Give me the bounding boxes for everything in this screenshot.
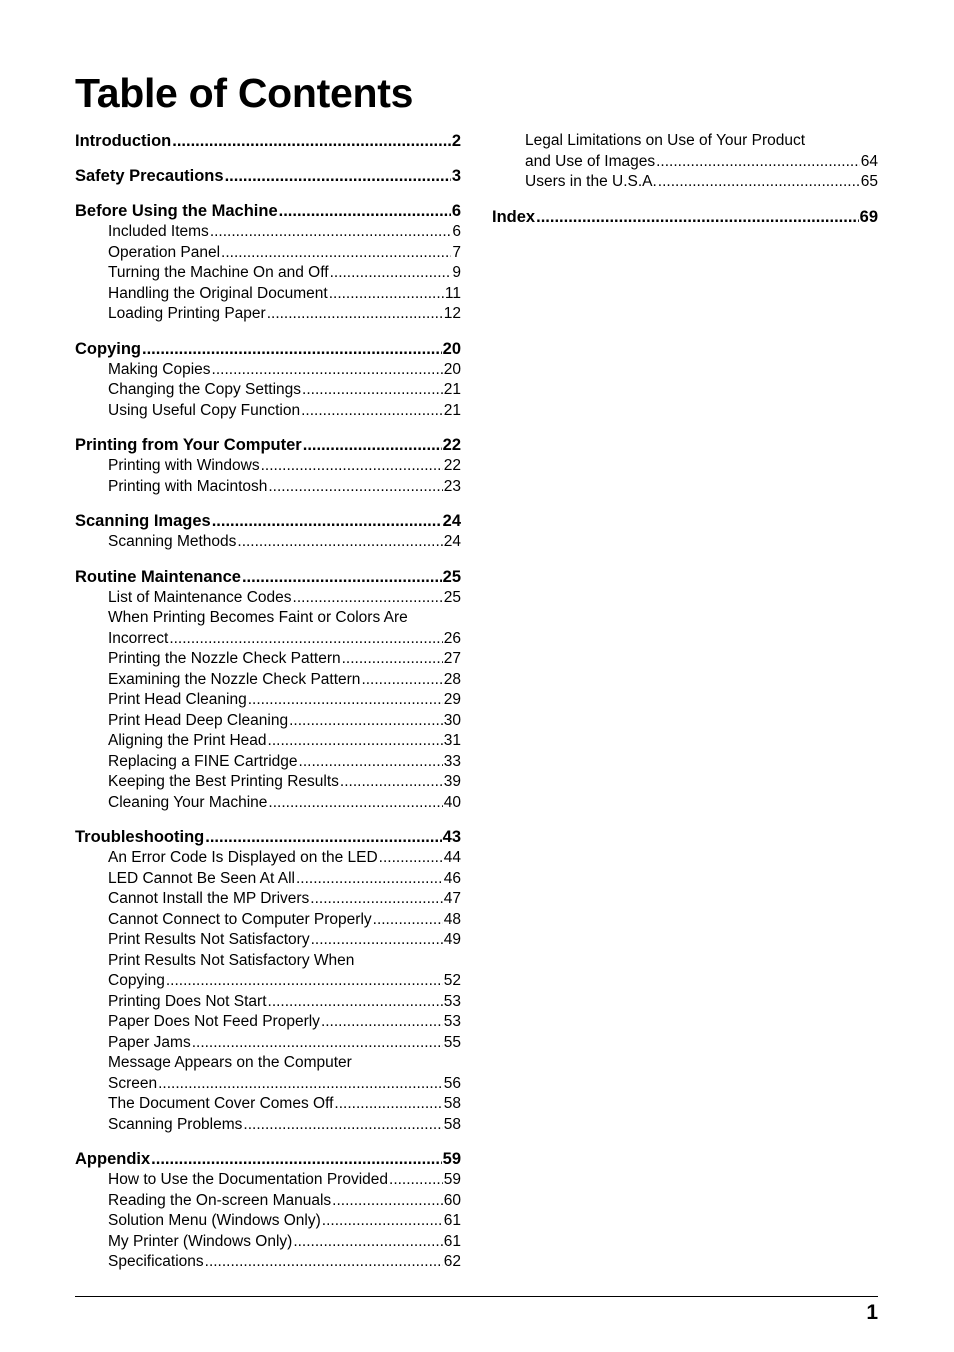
toc-entry-page: 30 [443,711,461,729]
toc-entry-page: 59 [443,1171,461,1188]
toc-entry-label: Reading the On-screen Manuals [108,1191,332,1209]
toc-entry-page: 21 [443,381,461,398]
toc-entry-label: Printing from Your Computer [75,436,302,454]
dot-leader [296,869,443,890]
toc-entry-label: My Printer (Windows Only) [108,1232,293,1250]
toc-right-column [492,131,878,242]
toc-entry-label: LED Cannot Be Seen At All [108,869,295,887]
dot-leader [268,731,443,752]
toc-entry-label: Keeping the Best Printing Results [108,773,339,790]
dot-leader [210,222,452,243]
toc-entry-label: Printing the Nozzle Check Pattern [108,650,341,667]
dot-leader [289,711,443,732]
dot-leader [379,848,443,869]
toc-entry-label: Examining the Nozzle Check Pattern [108,670,361,688]
dot-leader [166,971,443,992]
toc-section [75,131,461,152]
toc-entry-page: 29 [443,691,461,708]
toc-entry-label: Paper Jams [108,1033,191,1051]
dot-leader [656,152,860,173]
toc-entry-label: Aligning the Print Head [108,732,267,749]
dot-leader [301,401,443,422]
toc-section-heading[interactable] [492,207,878,228]
toc-entry-page: 11 [444,284,461,302]
toc-entry-page: 56 [443,1074,461,1092]
toc-entry-page: 64 [860,152,878,170]
toc-entry-page: 61 [443,1212,461,1229]
toc-entry-page: 22 [443,457,461,474]
toc-item[interactable] [75,284,461,305]
toc-item[interactable] [75,263,461,284]
dot-leader [243,1115,442,1136]
toc-entry-page: 25 [443,588,461,606]
toc-item[interactable] [75,222,461,243]
toc-entry-page: 25 [442,567,461,586]
toc-item[interactable] [492,172,878,193]
dot-leader [310,889,442,910]
dot-leader [248,690,443,711]
dot-leader [330,263,452,284]
toc-entry-label: Handling the Original Document [108,284,328,302]
toc-entry-page: 60 [443,1191,461,1209]
toc-entry-page: 43 [442,828,461,846]
dot-leader [205,827,441,848]
toc-item[interactable] [75,752,461,773]
toc-entry-label: Turning the Machine On and Off [108,264,329,281]
toc-entry-label: List of Maintenance Codes [108,588,292,606]
dot-leader [322,1211,443,1232]
dot-leader [212,360,443,381]
toc-item[interactable] [492,152,878,173]
toc-entry-label: Safety Precautions [75,167,224,185]
dot-leader [142,339,442,360]
toc-entry-page: 33 [443,752,461,770]
toc-item[interactable] [75,793,461,814]
toc-entry-label: Printing with Windows [108,457,260,474]
toc-item[interactable] [75,360,461,381]
toc-entry-page: 61 [443,1232,461,1250]
page-number: 1 [866,1301,878,1324]
toc-item[interactable] [75,670,461,691]
toc-entry-page: 22 [442,436,461,454]
dot-leader [332,1191,443,1212]
toc-entry-label: Incorrect [108,629,169,647]
toc-item[interactable] [75,1033,461,1054]
toc-item-line1[interactable]: Print Results Not Satisfactory When [108,951,355,969]
toc-entry-page: 47 [443,890,461,907]
dot-leader [340,772,443,793]
dot-leader [172,131,451,152]
toc-item[interactable] [75,869,461,890]
toc-entry-page: 48 [443,910,461,928]
dot-leader [303,435,442,456]
toc-entry-page: 6 [452,223,461,240]
toc-item-line1[interactable]: Message Appears on the Computer [108,1054,352,1071]
toc-entry-label: Printing with Macintosh [108,477,268,495]
dot-leader [299,752,443,773]
toc-item[interactable] [75,731,461,752]
toc-item[interactable] [75,971,461,992]
toc-section-continued [492,131,878,193]
toc-section-heading[interactable] [75,339,461,360]
dot-leader [267,304,443,325]
toc-entry-page: 3 [451,167,461,185]
dot-leader [268,992,443,1013]
toc-item[interactable] [75,930,461,951]
dot-leader [389,1170,443,1191]
toc-section [75,511,461,553]
toc-entry-page: 62 [443,1253,461,1270]
toc-entry-label: Before Using the Machine [75,202,278,220]
dot-leader [205,1252,443,1273]
toc-entry-label: Users in the U.S.A. [525,173,657,190]
dot-leader [311,930,443,951]
toc-item[interactable] [75,243,461,264]
toc-entry-page: 20 [442,339,461,358]
toc-entry-label: Copying [75,339,141,358]
toc-entry-label: Included Items [108,223,209,240]
dot-leader [221,243,451,264]
dot-leader [293,1232,442,1253]
toc-entry-label: An Error Code Is Displayed on the LED [108,849,378,866]
toc-item[interactable] [75,1074,461,1095]
toc-item[interactable] [75,1170,461,1191]
toc-item-line1[interactable]: Legal Limitations on Use of Your Product [525,132,806,149]
toc-entry-page: 65 [860,173,878,190]
toc-item-line1[interactable]: When Printing Becomes Faint or Colors Are [108,609,408,626]
toc-entry-page: 40 [443,793,461,811]
dot-leader [242,567,442,588]
toc-entry-label: Scanning Images [75,512,211,530]
toc-entry-page: 27 [443,650,461,667]
toc-left-column [75,131,461,1287]
dot-leader [329,284,444,305]
toc-entry-page: 55 [443,1033,461,1051]
dot-leader [279,201,451,222]
toc-entry-label: and Use of Images [525,152,656,170]
dot-leader [658,172,860,193]
dot-leader [302,380,443,401]
toc-section [75,567,461,814]
toc-entry-page: 49 [443,931,461,948]
toc-item[interactable] [75,629,461,650]
toc-item[interactable] [75,889,461,910]
toc-section-heading[interactable] [75,827,461,848]
toc-entry-label: Printing Does Not Start [108,992,267,1010]
toc-entry-label: Introduction [75,132,172,150]
dot-leader [151,1149,441,1170]
toc-item[interactable] [75,1115,461,1136]
toc-entry-page: 28 [443,670,461,688]
toc-entry-label: Print Head Deep Cleaning [108,711,289,729]
toc-entry-label: Operation Panel [108,243,221,261]
toc-entry-label: Scanning Problems [108,1115,243,1133]
toc-entry-label: Loading Printing Paper [108,305,266,322]
dot-leader [212,511,442,532]
toc-entry-page: 39 [443,773,461,790]
toc-section-heading[interactable] [75,567,461,588]
toc-entry-label: The Document Cover Comes Off [108,1095,334,1112]
toc-entry-label: Appendix [75,1150,151,1168]
page-title: Table of Contents [75,70,414,116]
toc-item[interactable] [75,588,461,609]
toc-item[interactable] [75,649,461,670]
dot-leader [334,1094,442,1115]
toc-item[interactable] [75,401,461,422]
toc-item[interactable] [75,456,461,477]
toc-entry-label: Specifications [108,1253,204,1270]
toc-section-heading[interactable] [75,131,461,152]
toc-entry-label: Copying [108,972,165,989]
toc-entry-page: 2 [451,132,461,150]
toc-entry-label: Replacing a FINE Cartridge [108,752,298,770]
dot-leader [361,670,442,691]
toc-entry-label: Making Copies [108,360,211,378]
toc-section-heading[interactable] [75,166,461,187]
toc-entry-page: 23 [443,477,461,495]
dot-leader [237,532,442,553]
toc-section [75,201,461,325]
toc-item[interactable] [75,1191,461,1212]
toc-item[interactable] [75,1232,461,1253]
toc-entry-page: 20 [443,360,461,378]
toc-section-heading[interactable] [75,201,461,222]
toc-entry-page: 6 [451,202,461,220]
toc-item[interactable] [75,1252,461,1273]
toc-item[interactable] [75,711,461,732]
toc-entry-label: Cleaning Your Machine [108,793,268,811]
toc-item[interactable] [75,772,461,793]
toc-entry-page: 69 [859,207,878,226]
dot-leader [225,166,451,187]
toc-item[interactable] [75,380,461,401]
toc-section-heading[interactable] [75,435,461,456]
dot-leader [169,629,442,650]
dot-leader [268,477,442,498]
toc-entry-label: Print Results Not Satisfactory [108,931,310,948]
dot-leader [373,910,443,931]
toc-item[interactable] [75,910,461,931]
toc-section [75,435,461,497]
toc-item[interactable] [75,1094,461,1115]
toc-item[interactable] [75,848,461,869]
toc-item[interactable] [75,992,461,1013]
toc-entry-label: Changing the Copy Settings [108,381,302,398]
dot-leader [192,1033,443,1054]
toc-entry-page: 31 [443,732,461,749]
toc-entry-label: Solution Menu (Windows Only) [108,1212,321,1229]
toc-entry-page: 24 [443,533,461,550]
dot-leader [342,649,443,670]
toc-entry-page: 53 [443,1013,461,1030]
toc-section [492,207,878,228]
toc-entry-label: Index [492,207,536,226]
toc-item[interactable] [75,1012,461,1033]
toc-entry-page: 7 [452,243,461,261]
toc-entry-page: 58 [443,1115,461,1133]
toc-entry-label: Cannot Connect to Computer Properly [108,910,372,928]
dot-leader [268,793,442,814]
footer-rule [75,1296,878,1297]
toc-entry-label: Cannot Install the MP Drivers [108,890,310,907]
toc-section [75,339,461,422]
toc-entry-label: Using Useful Copy Function [108,401,301,419]
toc-entry-label: Routine Maintenance [75,567,241,586]
toc-entry-page: 59 [442,1150,461,1168]
toc-entry-page: 26 [443,629,461,647]
toc-entry-label: How to Use the Documentation Provided [108,1171,389,1188]
toc-item[interactable] [75,532,461,553]
toc-entry-page: 46 [443,869,461,887]
toc-entry-page: 9 [452,264,461,281]
toc-entry-page: 24 [442,512,461,530]
dot-leader [536,207,859,228]
toc-entry-page: 12 [443,305,461,322]
toc-section [75,1149,461,1273]
toc-entry-label: Screen [108,1074,158,1092]
toc-entry-label: Troubleshooting [75,828,205,846]
toc-entry-page: 58 [443,1095,461,1112]
toc-item[interactable] [75,477,461,498]
toc-entry-page: 44 [443,849,461,866]
toc-item[interactable] [75,1211,461,1232]
toc-item[interactable] [75,304,461,325]
toc-entry-page: 52 [443,972,461,989]
toc-section [75,827,461,1135]
toc-section [75,166,461,187]
toc-entry-label: Paper Does Not Feed Properly [108,1013,320,1030]
toc-entry-label: Scanning Methods [108,533,237,550]
toc-section-heading[interactable] [75,1149,461,1170]
toc-entry-label: Print Head Cleaning [108,691,247,708]
dot-leader [158,1074,443,1095]
dot-leader [261,456,443,477]
toc-entry-page: 53 [443,992,461,1010]
dot-leader [321,1012,443,1033]
toc-section-heading[interactable] [75,511,461,532]
toc-entry-page: 21 [443,401,461,419]
dot-leader [293,588,443,609]
toc-item[interactable] [75,690,461,711]
